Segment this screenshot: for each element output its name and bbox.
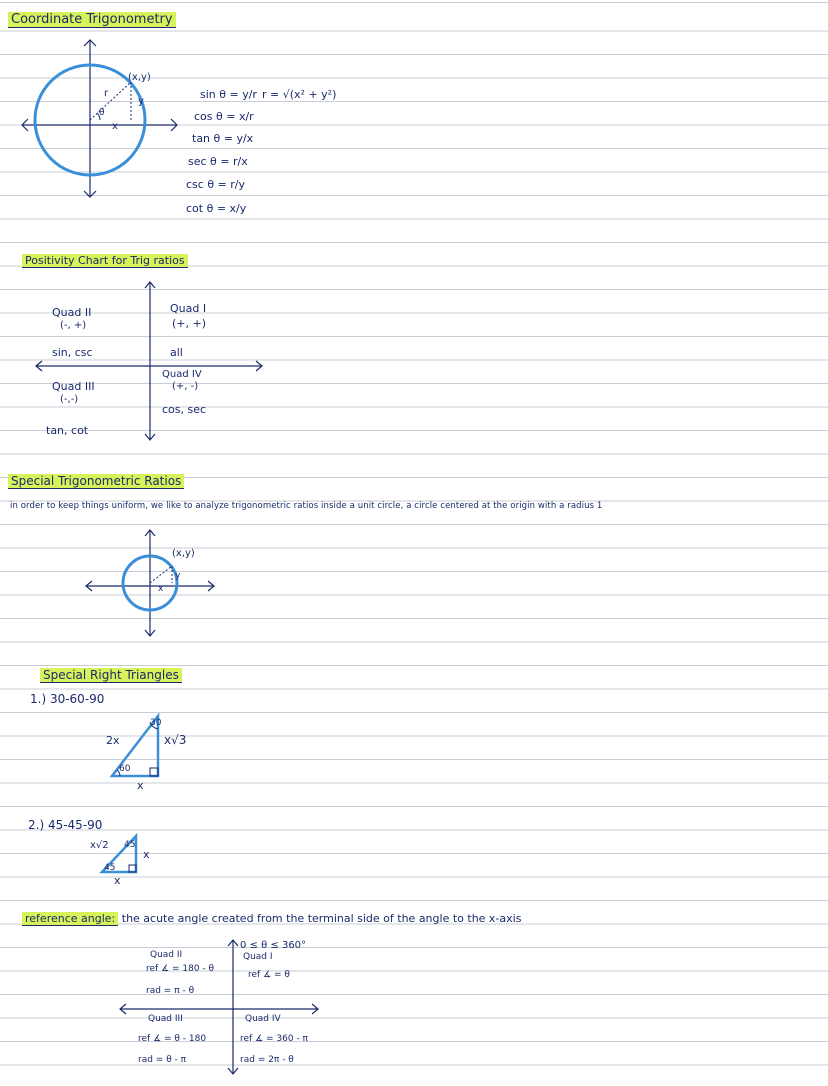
- y-label: y: [138, 96, 144, 107]
- pos-q4-name: Quad IV: [162, 369, 202, 380]
- ref-q4-name: Quad IV: [245, 1014, 281, 1024]
- tri1-bottom-angle: 60: [119, 764, 131, 774]
- theta-label: θ: [99, 108, 105, 118]
- ref-q3-name: Quad III: [148, 1014, 183, 1024]
- special-triangles-title-text: Special Right Triangles: [40, 668, 182, 683]
- tri2-base: x: [114, 874, 121, 887]
- coordinate-trig-title-text: Coordinate Trigonometry: [8, 12, 176, 28]
- ref-range: 0 ≤ θ ≤ 360°: [240, 940, 307, 951]
- tri2-bottom-angle: 45: [104, 863, 116, 873]
- tri2-top-angle: 45: [124, 840, 136, 850]
- special-ratios-title-text: Special Trigonometric Ratios: [8, 474, 184, 489]
- formula-tan: tan θ = y/x: [192, 132, 254, 145]
- unit-circle-note: in order to keep things uniform, we like to analyze trigonometric ratios inside a unit circle, a circle centered at the origin with a radius 1: [10, 501, 603, 511]
- r-label: r: [104, 88, 109, 99]
- unit-x-label: x: [158, 584, 164, 594]
- ref-q3-rad: rad = θ - π: [138, 1055, 187, 1065]
- tri2-heading: 2.) 45-45-90: [28, 818, 103, 832]
- ref-q4-ref: ref ∡ = 360 - π: [240, 1034, 308, 1044]
- pos-q3-name: Quad III: [52, 380, 95, 393]
- pos-q2-ratios: sin, csc: [52, 346, 93, 359]
- pos-q3-signs: (-,-): [60, 394, 79, 405]
- ref-q4-rad: rad = 2π - θ: [240, 1055, 294, 1065]
- unit-point-label: (x,y): [172, 548, 195, 559]
- pos-q1-name: Quad I: [170, 302, 207, 315]
- ref-q2-ref: ref ∡ = 180 - θ: [146, 964, 215, 974]
- tri1-heading: 1.) 30-60-90: [30, 692, 105, 706]
- pos-q2-signs: (-, +): [60, 320, 87, 331]
- unit-y-label: y: [175, 571, 181, 581]
- reference-angle-text: the acute angle created from the terminal side of the angle to the x-axis: [121, 912, 522, 925]
- reference-angle-term: reference angle:: [22, 912, 118, 926]
- x-label: x: [112, 121, 118, 132]
- pos-q4-signs: (+, -): [172, 381, 199, 392]
- formula-cos: cos θ = x/r: [194, 110, 254, 123]
- ref-q1-ref: ref ∡ = θ: [248, 970, 290, 980]
- tri2-hyp: x√2: [90, 840, 109, 851]
- ref-q2-rad: rad = π - θ: [146, 986, 195, 996]
- tri1-top-angle: 30: [150, 718, 162, 728]
- ref-q3-ref: ref ∡ = θ - 180: [138, 1034, 207, 1044]
- formula-csc: csc θ = r/y: [186, 178, 246, 191]
- tri1-vert: x√3: [164, 733, 187, 747]
- pos-q3-ratios: tan, cot: [46, 424, 89, 437]
- formula-cot: cot θ = x/y: [186, 202, 247, 215]
- tri2-vert: x: [143, 848, 150, 861]
- pos-q1-ratios: all: [170, 346, 183, 359]
- ref-q1-name: Quad I: [243, 952, 273, 962]
- tri1-base: x: [137, 779, 144, 792]
- formula-r: r = √(x² + y²): [262, 88, 337, 101]
- pos-q4-ratios: cos, sec: [162, 403, 207, 416]
- formula-sin: sin θ = y/r: [200, 88, 257, 101]
- positivity-chart-title-text: Positivity Chart for Trig ratios: [22, 254, 188, 268]
- ref-q2-name: Quad II: [150, 950, 183, 960]
- tri1-hyp: 2x: [106, 734, 120, 747]
- pos-q2-name: Quad II: [52, 306, 92, 319]
- point-label: (x,y): [128, 72, 151, 83]
- formula-sec: sec θ = r/x: [188, 155, 248, 168]
- pos-q1-signs: (+, +): [172, 317, 207, 330]
